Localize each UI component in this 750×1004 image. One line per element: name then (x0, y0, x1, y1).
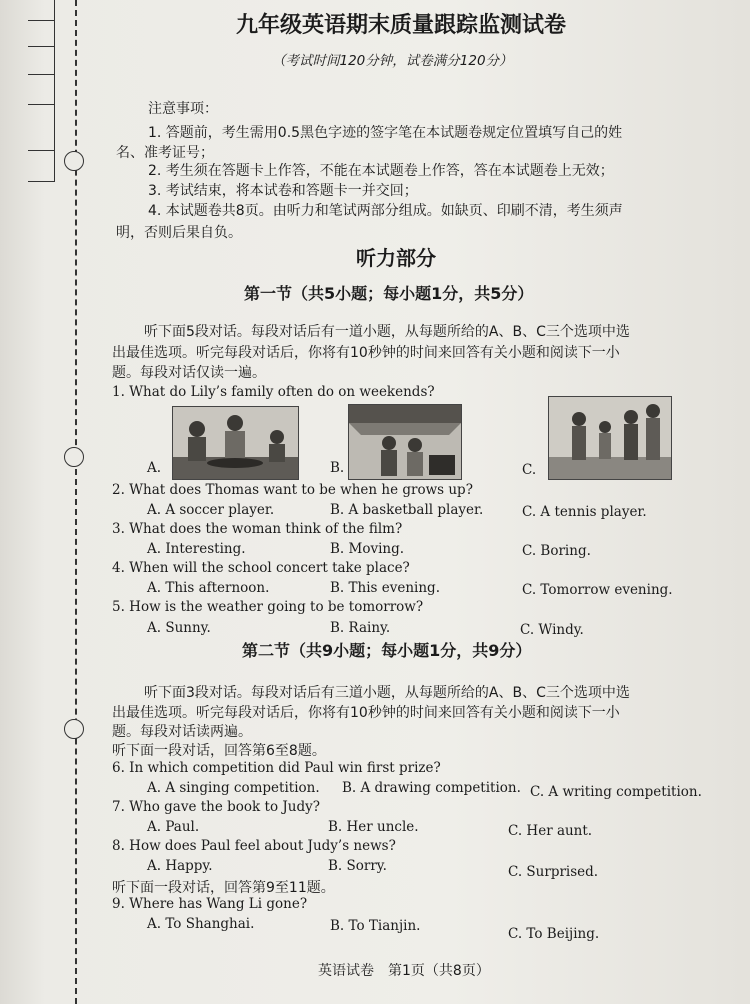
binding-line (28, 74, 54, 75)
option-b: B. To Tianjin. (330, 918, 421, 934)
option-c: C. A tennis player. (522, 504, 647, 520)
binding-line (28, 46, 54, 47)
option-c: C. Windy. (520, 622, 584, 638)
binding-hole (64, 151, 84, 171)
exam-title: 九年级英语期末质量跟踪监测试卷 (236, 13, 567, 38)
notice-line: 3. 考试结束，将本试卷和答题卡一并交回； (148, 183, 418, 199)
question-9: 9. Where has Wang Li gone? (112, 896, 308, 912)
option-c: C. A writing competition. (530, 784, 702, 800)
option-c: C. Her aunt. (508, 823, 593, 839)
binding-hole (64, 447, 84, 467)
option-b: B. Rainy. (330, 620, 391, 636)
notice-line: 2. 考生须在答题卡上作答，不能在本试题卷上作答，答在本试题卷上无效； (148, 163, 614, 179)
section2-instruction: 题。每段对话读两遍。 (112, 724, 252, 740)
binding-line (28, 104, 54, 105)
question-4: 4. When will the school concert take place? (112, 560, 410, 576)
notice-line: 明，否则后果自负。 (116, 225, 242, 241)
binding-line (28, 20, 54, 21)
question-5: 5. How is the weather going to be tomorrow? (112, 599, 424, 615)
question-6: 6. In which competition did Paul win first prize? (112, 760, 441, 776)
section1-instruction: 题。每段对话仅读一遍。 (112, 365, 266, 381)
option-a: A. Happy. (147, 858, 213, 874)
option-a: A. A singing competition. (147, 780, 320, 796)
exam-subtitle: （考试时间120分钟，试卷满分120分） (272, 53, 513, 69)
option-a-label: A. (147, 460, 162, 476)
binding-strip (0, 0, 100, 1004)
option-c: C. Surprised. (508, 864, 599, 880)
option-b: B. Sorry. (328, 858, 387, 874)
option-a: A. Paul. (147, 819, 200, 835)
question-7: 7. Who gave the book to Judy? (112, 799, 320, 815)
option-a: A. This afternoon. (147, 580, 270, 596)
family-walking-picture (548, 396, 672, 480)
option-c: C. Tomorrow evening. (522, 582, 673, 598)
question-8: 8. How does Paul feel about Judy’s news? (112, 838, 396, 854)
notice-line: 名、准考证号； (116, 145, 214, 161)
section2-instruction: 听下面3段对话。每段对话后有三道小题，从每题所给的A、B、C三个选项中选 (144, 685, 630, 701)
option-b-label: B. (330, 460, 345, 476)
question-2: 2. What does Thomas want to be when he grows up? (112, 482, 473, 498)
question-1: 1. What do Lily’s family often do on weekends? (112, 384, 435, 400)
option-a: A. To Shanghai. (147, 916, 255, 932)
notice-line: 4. 本试题卷共8页。由听力和笔试两部分组成。如缺页、印刷不清，考生须声 (148, 203, 623, 219)
notice-line: 1. 答题前，考生需用0.5黑色字迹的签字笔在本试题卷规定位置填写自己的姓 (148, 125, 623, 141)
family-cooking-picture (172, 406, 299, 480)
option-a: A. Interesting. (147, 541, 246, 557)
option-b: B. Moving. (330, 541, 405, 557)
dialogue-group-1: 听下面一段对话，回答第6至8题。 (112, 743, 326, 759)
option-c-label: C. (522, 462, 537, 478)
section2-instruction: 出最佳选项。听完每段对话后，你将有10秒钟的时间来回答有关小题和阅读下一小 (112, 705, 620, 721)
option-b: B. A basketball player. (330, 502, 484, 518)
option-c: C. To Beijing. (508, 926, 600, 942)
dialogue-group-2: 听下面一段对话，回答第9至11题。 (112, 880, 335, 896)
option-b: B. This evening. (330, 580, 440, 596)
option-b: B. A drawing competition. (342, 780, 521, 796)
notice-heading: 注意事项： (148, 101, 218, 117)
page-footer: 英语试卷 第1页（共8页） (318, 963, 490, 979)
binding-line (28, 150, 54, 151)
binding-vertical-line (54, 0, 55, 182)
family-market-picture (348, 404, 462, 480)
question-3: 3. What does the woman think of the film? (112, 521, 403, 537)
section1-title: 第一节（共5小题；每小题1分，共5分） (244, 284, 534, 303)
section1-instruction: 听下面5段对话。每段对话后有一道小题，从每题所给的A、B、C三个选项中选 (144, 324, 630, 340)
binding-hole (64, 719, 84, 739)
section2-title: 第二节（共9小题；每小题1分，共9分） (242, 641, 532, 660)
part-title: 听力部分 (356, 246, 436, 270)
option-a: A. Sunny. (147, 620, 211, 636)
binding-line (28, 181, 54, 182)
section1-instruction: 出最佳选项。听完每段对话后，你将有10秒钟的时间来回答有关小题和阅读下一小 (112, 345, 620, 361)
option-a: A. A soccer player. (147, 502, 275, 518)
option-b: B. Her uncle. (328, 819, 419, 835)
option-c: C. Boring. (522, 543, 591, 559)
